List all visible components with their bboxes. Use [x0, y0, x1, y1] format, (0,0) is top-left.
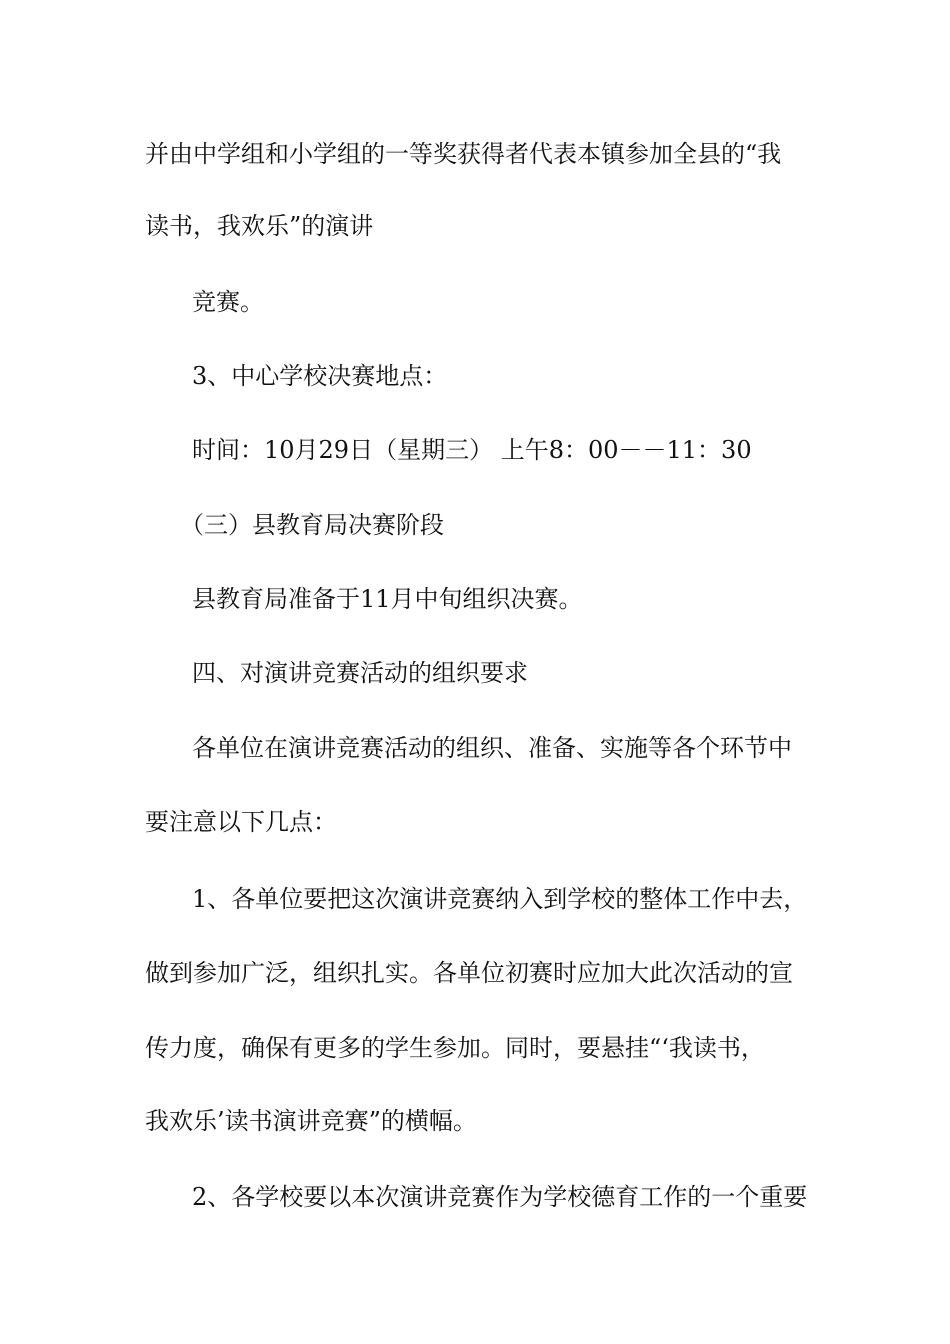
text-line-8: 四、对演讲竞赛活动的组织要求	[192, 659, 528, 687]
text-line-5: 时间：10月29日（星期三） 上午8：00－－11：30	[192, 436, 752, 464]
text-line-3: 竞赛。	[192, 288, 264, 316]
text-line-12: 做到参加广泛，组织扎实。各单位初赛时应加大此次活动的宣	[145, 959, 793, 987]
text-line-14: 我欢乐’读书演讲竞赛”的横幅。	[145, 1107, 477, 1135]
text-line-11: 1、各单位要把这次演讲竞赛纳入到学校的整体工作中去，	[192, 885, 808, 913]
text-line-15: 2、各学校要以本次演讲竞赛作为学校德育工作的一个重要	[192, 1183, 808, 1211]
text-line-2: 读书，我欢乐”的演讲	[145, 212, 374, 240]
text-line-10: 要注意以下几点：	[145, 808, 337, 836]
text-line-4: 3、中心学校决赛地点：	[192, 362, 448, 390]
text-line-1: 并由中学组和小学组的一等奖获得者代表本镇参加全县的“我	[145, 140, 782, 168]
text-line-6: （三）县教育局决赛阶段	[180, 511, 444, 539]
text-line-9: 各单位在演讲竞赛活动的组织、准备、实施等各个环节中	[192, 734, 792, 762]
text-line-7: 县教育局准备于11月中旬组织决赛。	[192, 585, 583, 613]
text-line-13: 传力度，确保有更多的学生参加。同时，要悬挂“‘我读书，	[145, 1034, 765, 1062]
